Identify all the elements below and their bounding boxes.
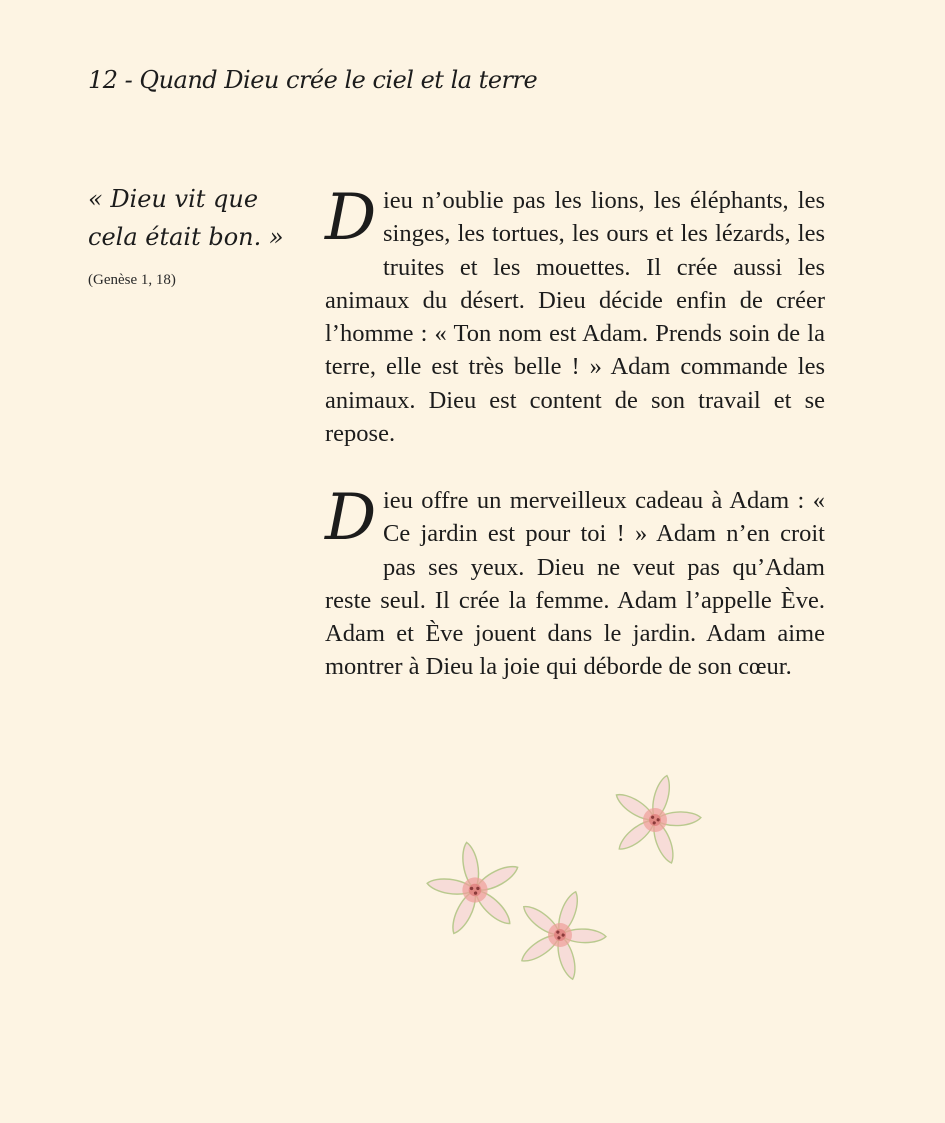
paragraph-2-text: ieu offre un merveilleux cadeau à Adam : « Ce jardin est pour toi ! » Adam n’en croit pas ses yeux. Dieu ne veut pas qu’Adam reste seul. Il crée la femme. Adam l’appelle Ève. Adam et Ève jouent dans le jardin. Adam aime montrer à Dieu la joie qui déborde de son cœur. bbox=[325, 487, 825, 681]
dropcap-2: D bbox=[325, 481, 377, 555]
dropcap-1: D bbox=[325, 181, 377, 255]
paragraph-2 bbox=[325, 481, 825, 684]
sidebar-quote: « Dieu vit que cela était bon. » bbox=[88, 185, 284, 251]
pink-flowers-icon bbox=[420, 765, 720, 995]
bible-reference: (Genèse 1, 18) bbox=[88, 272, 176, 288]
page-header: 12 - Quand Dieu crée le ciel et la terre bbox=[88, 66, 538, 94]
paragraph-1-text: ieu n’oublie pas les lions, les éléphants, les singes, les tortues, les ours et les lézards, les truites et les mouettes. Il crée aussi les animaux du désert. Dieu décide enfin de créer l’homme : « Ton nom est Adam. Prends soin de la terre, elle est très belle ! » Adam commande les animaux. Dieu est content de son travail et se repose. bbox=[325, 187, 825, 448]
paragraph-1 bbox=[325, 181, 825, 450]
